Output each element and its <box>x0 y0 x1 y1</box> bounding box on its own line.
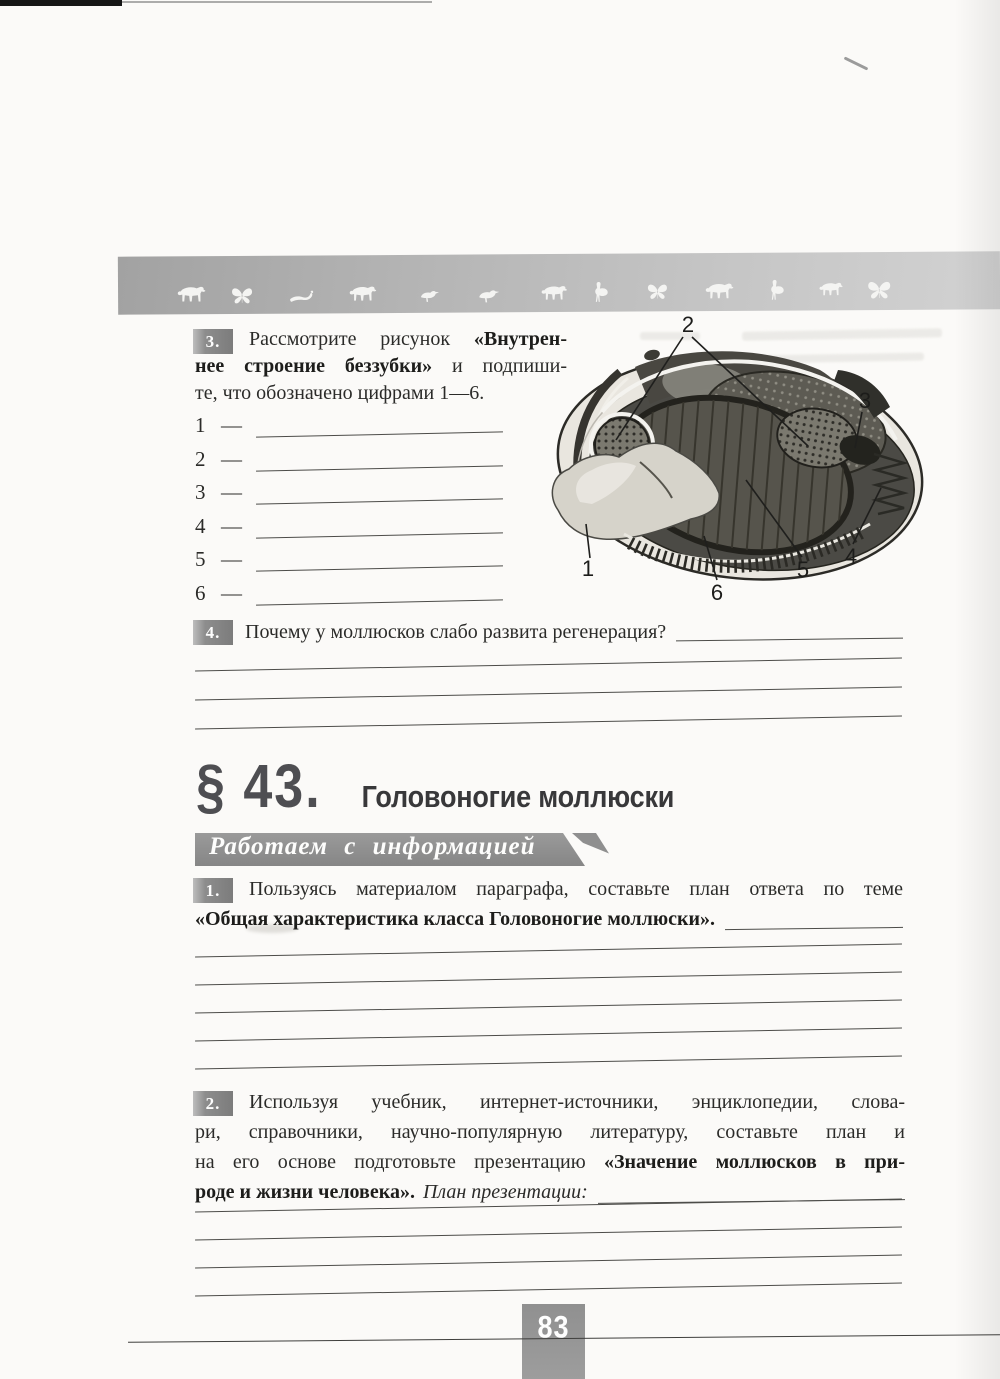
task-number-badge: 1. <box>193 878 233 903</box>
answer-row <box>195 480 503 506</box>
task2-topic-bold: роде и жизни человека». <box>195 1181 415 1203</box>
figure-label: 2 <box>681 312 695 337</box>
figure-label: 5 <box>796 557 810 582</box>
task1-topic-bold: «Общая характеристика класса Головоногие моллюски». <box>195 908 716 930</box>
task2-text: на его основе подготовьте презентацию <box>195 1151 604 1173</box>
task3-text-bold: «Внутрен- <box>473 328 567 350</box>
bison-silhouette-icon <box>178 287 206 302</box>
task2-plan-label: План презентации: <box>422 1181 588 1203</box>
answer-line <box>195 1028 902 1042</box>
task3-text-regular: те, что обозначено цифрами 1—6. <box>195 382 485 404</box>
figure-label: 4 <box>844 544 858 569</box>
figure-label: 1 <box>581 556 595 581</box>
task2-text: Используя учебник, интернет-источники, энциклопедии, слова- <box>249 1091 905 1113</box>
answer-row <box>195 547 503 573</box>
task-number-badge: 4. <box>193 620 233 645</box>
section-heading <box>196 752 675 822</box>
scan-edge-artifact <box>0 0 122 6</box>
row-dash: — <box>221 547 242 571</box>
answer-line <box>195 944 902 958</box>
boar-silhouette-icon <box>706 284 734 299</box>
answer-row <box>195 581 503 607</box>
row-dash: — <box>221 514 242 538</box>
row-number: 1 <box>195 413 206 437</box>
task3-text <box>195 326 567 407</box>
row-dash: — <box>221 413 242 437</box>
task2 <box>195 1087 905 1207</box>
chameleon-silhouette-icon <box>290 291 313 302</box>
row-number: 3 <box>195 480 206 504</box>
answer-row <box>195 413 503 439</box>
task2-text: ри, справочники, научно-популярную литературу, составьте план и <box>195 1121 905 1143</box>
paragraph-mark: § 43. <box>196 752 322 822</box>
answer-line <box>195 658 902 672</box>
butterfly-silhouette-icon <box>648 285 667 299</box>
row-dash: — <box>221 581 242 605</box>
answer-line <box>676 638 903 642</box>
answer-line <box>256 532 503 538</box>
rubric-banner <box>195 833 615 866</box>
answer-line <box>195 1227 902 1241</box>
ostrich-silhouette-icon <box>771 280 784 300</box>
scan-mark <box>844 56 869 70</box>
answer-line <box>195 1255 902 1269</box>
task-number-badge: 3. <box>193 329 233 354</box>
row-number: 5 <box>195 547 206 571</box>
task4-question: Почему у моллюсков слабо развита регенерация? <box>245 621 667 643</box>
answer-row <box>195 514 503 540</box>
gazelle-silhouette-icon <box>819 283 842 295</box>
answer-line <box>256 565 503 571</box>
answer-line <box>195 1000 902 1014</box>
task3-text-regular: и подпиши- <box>432 355 567 377</box>
row-dash: — <box>221 447 242 471</box>
chapter-decor-band <box>118 251 1000 314</box>
row-number: 4 <box>195 514 206 538</box>
swallow-silhouette-icon <box>479 290 499 302</box>
butterfly-silhouette-icon <box>232 288 252 303</box>
answer-line <box>256 599 503 605</box>
row-dash: — <box>221 480 242 504</box>
moose-silhouette-icon <box>542 286 567 300</box>
butterfly-silhouette-icon <box>868 282 890 299</box>
answer-line <box>195 1283 902 1297</box>
page-number: 83 <box>537 1309 570 1345</box>
row-number: 2 <box>195 447 206 471</box>
rubric-banner-label: Работаем с информацией <box>209 833 536 860</box>
answer-line <box>725 927 903 930</box>
bird-silhouette-icon <box>421 291 439 302</box>
answer-line <box>195 687 902 701</box>
task4 <box>193 620 903 645</box>
task1-text: Пользуясь материалом параграфа, составьте план ответа по теме <box>249 878 903 900</box>
task3-text-regular: Рассмотрите рисунок <box>249 328 474 350</box>
answer-line <box>256 498 503 504</box>
task1 <box>195 874 903 934</box>
crane-silhouette-icon <box>595 282 608 302</box>
task2-topic-bold: «Значение моллюсков в при- <box>603 1151 905 1173</box>
task3-text-bold: нее строение беззубки» <box>195 355 433 377</box>
figure-label: 6 <box>710 580 724 605</box>
scan-edge-artifact <box>122 1 432 3</box>
animal-silhouettes <box>118 251 1000 314</box>
figure-label: 3 <box>858 388 872 413</box>
answer-line <box>256 465 503 471</box>
answer-line <box>195 972 902 986</box>
task-number-badge: 2. <box>193 1091 233 1116</box>
answer-line <box>195 1056 902 1070</box>
page-gutter-shadow <box>954 0 1000 1379</box>
section-title: Головоногие моллюски <box>361 780 675 814</box>
answer-row <box>195 447 503 473</box>
row-number: 6 <box>195 581 206 605</box>
horse-silhouette-icon <box>350 287 377 301</box>
answer-line <box>256 431 503 437</box>
anatomy-figure <box>540 312 1000 617</box>
answer-line <box>195 716 902 730</box>
